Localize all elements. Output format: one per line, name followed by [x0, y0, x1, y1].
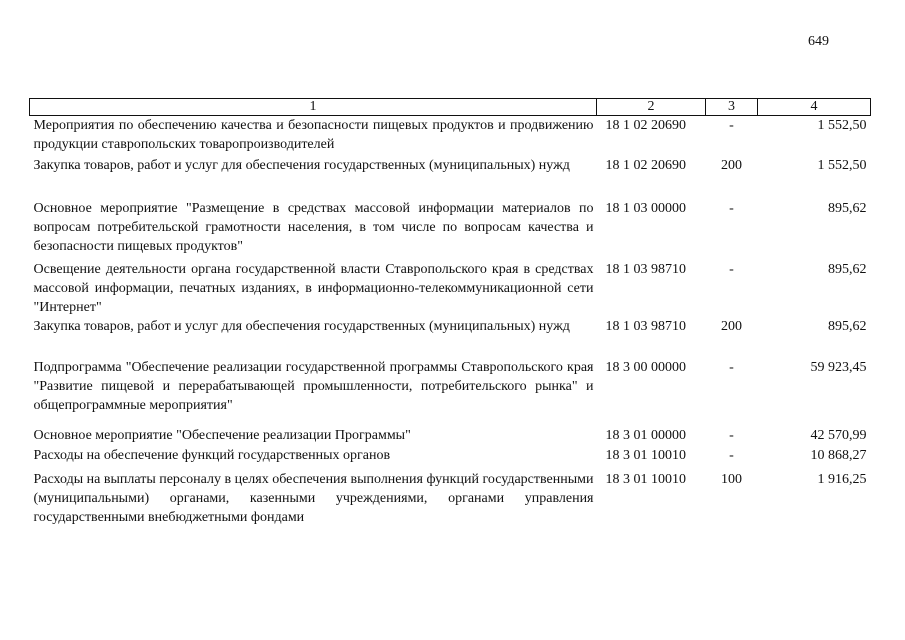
row-amount: 1 916,25: [817, 472, 867, 487]
row-expense-type: -: [729, 201, 734, 216]
row-amount: 1 552,50: [817, 118, 867, 133]
row-code: 18 3 01 10010: [605, 448, 686, 463]
row-expense-type: -: [729, 448, 734, 463]
table-row: [30, 317, 871, 358]
header-row: [30, 99, 871, 116]
row-name: Расходы на обеспечение функций государственных органов: [33, 448, 391, 463]
row-name: Основное мероприятие "Обеспечение реализации Программы": [33, 428, 411, 443]
row-name: Освещение деятельности органа государственной власти Ставропольского края в средствах массовой информации, печатных изданиях, в информационно-телекоммуникационной сети "Интернет": [33, 262, 594, 315]
row-amount: 42 570,99: [810, 428, 867, 443]
row-code: 18 3 01 00000: [605, 428, 686, 443]
column-header-4: 4: [758, 99, 871, 116]
row-amount: 895,62: [828, 201, 867, 216]
row-amount: 895,62: [828, 319, 867, 334]
row-expense-type: -: [729, 262, 734, 277]
row-name: Закупка товаров, работ и услуг для обеспечения государственных (муниципальных) нужд: [33, 319, 570, 334]
row-code: 18 1 02 20690: [605, 158, 686, 173]
row-name: Закупка товаров, работ и услуг для обеспечения государственных (муниципальных) нужд: [33, 158, 570, 173]
row-name: Мероприятия по обеспечению качества и безопасности пищевых продуктов и продвижению продукции ставропольских товаропроизводителей: [33, 118, 594, 152]
column-header-3: 3: [706, 99, 758, 116]
budget-table: [29, 98, 871, 530]
row-code: 18 1 03 98710: [605, 319, 686, 334]
table-row: [30, 116, 871, 157]
column-header-1: 1: [30, 99, 597, 116]
table-row: [30, 446, 871, 470]
row-expense-type: -: [729, 118, 734, 133]
row-amount: 1 552,50: [817, 158, 867, 173]
table-row: [30, 418, 871, 446]
table-row: [30, 358, 871, 418]
row-expense-type: -: [729, 360, 734, 375]
row-expense-type: 200: [721, 158, 742, 173]
row-expense-type: 100: [721, 472, 742, 487]
row-amount: 895,62: [828, 262, 867, 277]
row-expense-type: -: [729, 428, 734, 443]
table-row: [30, 156, 871, 199]
row-amount: 59 923,45: [810, 360, 867, 375]
row-name: Расходы на выплаты персоналу в целях обеспечения выполнения функций государственными (муниципальными) органами, казенными учреждениями, органами управления государственными внебюджетными фондами: [33, 472, 594, 525]
row-code: 18 1 03 98710: [605, 262, 686, 277]
row-code: 18 1 03 00000: [605, 201, 686, 216]
page-number: 649: [808, 34, 829, 49]
row-code: 18 1 02 20690: [605, 118, 686, 133]
table-row: [30, 199, 871, 260]
row-code: 18 3 00 00000: [605, 360, 686, 375]
table-row: [30, 470, 871, 530]
row-expense-type: 200: [721, 319, 742, 334]
row-amount: 10 868,27: [810, 448, 867, 463]
row-name: Основное мероприятие "Размещение в средствах массовой информации материалов по вопросам потребительской грамотности населения, в том числе по вопросам качества и безопасности пищевых продуктов": [33, 201, 594, 254]
row-name: Подпрограмма "Обеспечение реализации государственной программы Ставропольского края "Развитие пищевой и перерабатывающей промышленности, потребительского рынка" и общепрограммные мероприятия": [33, 360, 594, 413]
column-header-2: 2: [597, 99, 706, 116]
row-code: 18 3 01 10010: [605, 472, 686, 487]
table-row: [30, 260, 871, 317]
